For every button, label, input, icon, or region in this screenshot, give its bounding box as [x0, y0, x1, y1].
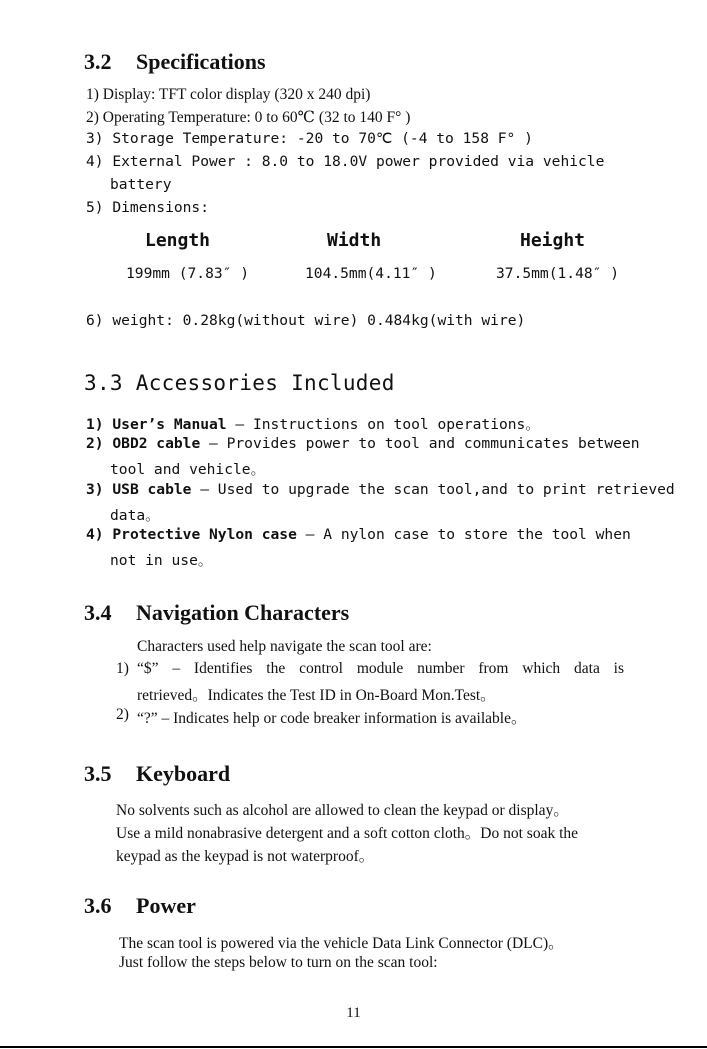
heading-power — [84, 893, 196, 919]
dim-value-width: 104.5mm(4.11″ ) — [305, 265, 437, 282]
accessory-item-usb-cont: data。 — [110, 507, 160, 524]
spec-item-dimensions: 5) Dimensions: — [86, 199, 210, 216]
power-line-2: Just follow the steps below to turn on the scan tool: — [119, 954, 438, 971]
spec-item-storage-temp: 3) Storage Temperature: -20 to 70℃ (-4 to 158 F° ) — [86, 130, 533, 147]
dim-value-height: 37.5mm(1.48″ ) — [496, 265, 620, 282]
navigation-item-2-number: 2) — [116, 706, 129, 723]
dim-header-height: Height — [520, 230, 586, 251]
section-number: 3.5 — [84, 761, 112, 786]
accessory-item-manual: 1) User’s Manual – Instructions on tool operations。 — [86, 416, 540, 433]
section-number: 3.2 — [84, 49, 112, 74]
accessory-name: User’s Manual — [112, 416, 227, 433]
heading-specifications — [84, 49, 266, 75]
heading-accessories: 3.3 Accessories Included — [84, 371, 395, 395]
accessory-item-obd2: 2) OBD2 cable – Provides power to tool and communicates between — [86, 435, 640, 452]
keyboard-line-2: Use a mild nonabrasive detergent and a soft cotton cloth。Do not soak the — [116, 825, 579, 842]
accessory-item-usb: 3) USB cable – Used to upgrade the scan tool,and to print retrieved — [86, 481, 675, 498]
heading-navigation-characters — [84, 600, 349, 626]
accessory-name: USB cable — [112, 481, 192, 498]
section-title: Power — [136, 893, 196, 918]
accessory-name: Protective Nylon case — [112, 526, 297, 543]
navigation-item-1-cont: retrieved。Indicates the Test ID in On-Board Mon.Test。 — [137, 687, 496, 704]
spec-item-external-power: 4) External Power : 8.0 to 18.0V power provided via vehicle — [86, 153, 605, 170]
bottom-rule — [0, 1046, 707, 1048]
power-line-1: The scan tool is powered via the vehicle Data Link Connector (DLC)。 — [119, 935, 564, 952]
accessory-item-obd2-cont: tool and vehicle。 — [110, 461, 266, 478]
accessory-name: OBD2 cable — [112, 435, 201, 452]
section-title: Keyboard — [136, 761, 231, 786]
dim-header-length: Length — [145, 230, 211, 251]
section-number: 3.4 — [84, 600, 112, 625]
section-title: Navigation Characters — [136, 600, 350, 625]
spec-item-external-power-cont: battery — [110, 176, 172, 193]
spec-item-weight: 6) weight: 0.28kg(without wire) 0.484kg(with wire) — [86, 312, 526, 329]
dim-header-width: Width — [327, 230, 382, 251]
keyboard-line-1: No solvents such as alcohol are allowed to clean the keypad or display。 — [116, 802, 569, 819]
navigation-item-1-number: 1) — [116, 660, 129, 677]
page-number: 11 — [346, 1005, 361, 1021]
keyboard-line-3: keypad as the keypad is not waterproof。 — [116, 848, 375, 865]
navigation-intro: Characters used help navigate the scan tool are: — [137, 638, 432, 655]
navigation-item-2: “?” – Indicates help or code breaker information is available。 — [137, 710, 527, 727]
accessory-item-case: 4) Protective Nylon case – A nylon case to store the tool when — [86, 526, 631, 543]
spec-item-display: 1) Display: TFT color display (320 x 240 dpi) — [86, 86, 371, 103]
navigation-item-1: “$” – Identifies the control module number from which data is — [137, 660, 624, 677]
spec-item-operating-temp: 2) Operating Temperature: 0 to 60℃ (32 to 140 F° ) — [86, 109, 411, 126]
accessory-item-case-cont: not in use。 — [110, 552, 213, 569]
section-number: 3.6 — [84, 893, 112, 918]
section-title: Specifications — [136, 49, 266, 74]
heading-keyboard — [84, 761, 230, 787]
dim-value-length: 199mm (7.83″ ) — [126, 265, 250, 282]
